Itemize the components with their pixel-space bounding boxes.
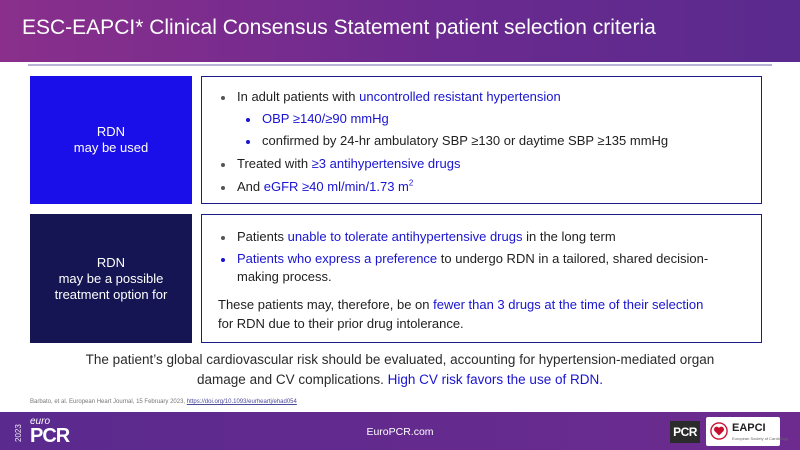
summary-line-2: damage and CV complications. High CV risk favors the use of RDN. [197,372,603,387]
section-a-content [201,76,762,204]
footer-bar [0,412,800,450]
section-b-label [30,214,192,343]
heart-icon [710,422,728,440]
option-item: Patients unable to tolerate antihypertensive drugs in the long term [237,229,616,244]
section-a-label [30,76,192,204]
brand-pcr: PCR [30,425,70,447]
bullet-icon [221,258,225,262]
intolerance-note-line2: for RDN due to their prior drug intolerance. [218,316,464,331]
section-a-label-line: may be used [73,140,149,155]
summary-line-1: The patient’s global cardiovascular risk should be evaluated, accounting for hypertension-mediated organ [85,352,715,367]
bullet-icon [221,96,225,100]
header-bar [0,0,800,62]
criterion-item: And eGFR ≥40 ml/min/1.73 $m^2$ [237,178,414,194]
bullet-icon [246,118,250,122]
section-b-label-line: may be a possible [58,270,164,286]
brand-year: 2023 [14,424,23,442]
bullet-icon [221,163,225,167]
section-b-content [201,214,762,343]
option-item-continuation: making process. [237,269,332,284]
section-a-label-line: RDN [96,124,126,139]
bullet-icon [221,186,225,190]
pcr-logo: PCR [670,421,700,443]
section-b-label-line: RDN [96,254,126,270]
eapci-name: EAPCI [732,422,766,434]
eapci-logo [706,417,789,446]
bullet-icon [221,236,225,240]
criterion-item: confirmed by 24-hr ambulatory SBP ≥130 or daytime SBP ≥135 mmHg [262,133,669,148]
citation-link[interactable]: https://doi.org/10.1093/eurheartj/ehad054 [186,399,297,405]
criterion-item: Treated with ≥3 antihypertensive drugs [237,156,461,171]
page-title: ESC-EAPCI* Clinical Consensus Statement patient selection criteria [22,16,656,39]
eapci-sub: European Society of Cardiology [732,436,789,441]
header-divider [28,64,772,66]
footer-url[interactable]: EuroPCR.com [366,426,434,438]
intolerance-note: These patients may, therefore, be on fewer than 3 drugs at the time of their selection [218,297,704,312]
criterion-item: In adult patients with uncontrolled resistant hypertension [237,89,561,104]
bullet-icon [246,140,250,144]
option-item: Patients who express a preference to undergo RDN in a tailored, shared decision- [237,251,709,266]
section-b-label-line: treatment option for [54,286,168,302]
brand-euro: euro [30,416,51,427]
criterion-item: OBP ≥140/≥90 mmHg [262,111,389,126]
citation: Barbato, et al. European Heart Journal, 15 February 2023, https://doi.org/10.1093/eurheartj/ehad054 [30,399,297,405]
